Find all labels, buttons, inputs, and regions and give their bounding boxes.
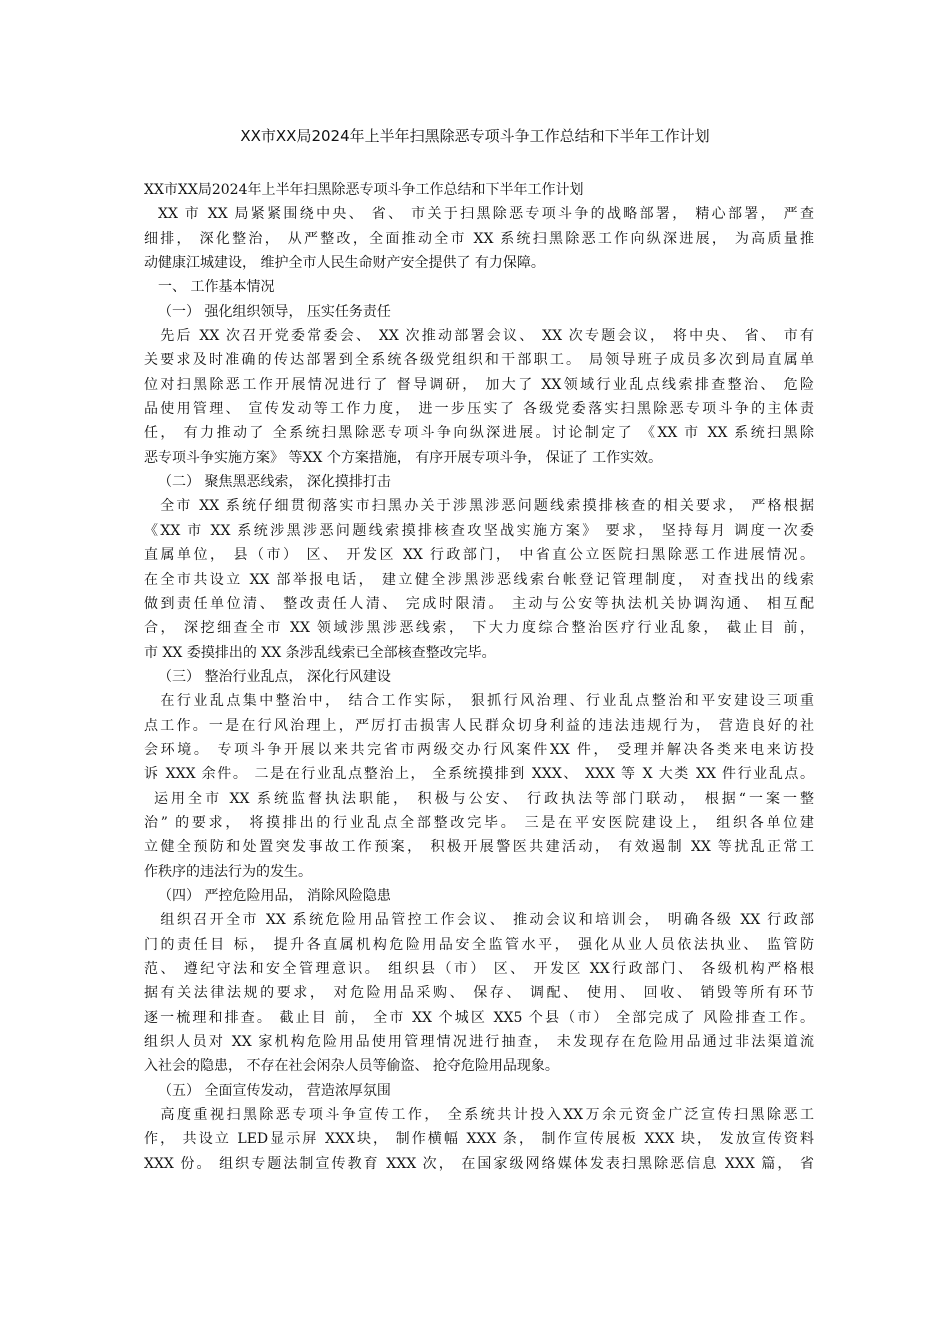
body-line: （五） 全面宣传发动， 营造浓厚氛围 xyxy=(158,1082,391,1099)
body-line: 入社会的隐患， 不存在社会闲杂人员等偷盗、 抢夺危险用品现象。 xyxy=(144,1058,559,1075)
body-line: 在行业乱点集中整治中， 结合工作实际， 狠抓行风治理、行业乱点整治和平安建设三项重 xyxy=(158,693,814,710)
body-line: 范、 遵纪守法和安全管理意识。 组织县（市） 区、 开发区 XX行政部门、 各级机构严格根 xyxy=(144,961,814,977)
body-line: 立健全预防和处置突发事故工作预案， 积极开展警医共建活动， 有效遏制 XX 等扰乱正常工 xyxy=(144,839,814,856)
body-line: 动健康江城建设， 维护全市人民生命财产安全提供了 有力保障。 xyxy=(144,255,545,272)
body-line: 关要求及时准确的传达部署到全系统各级党组织和干部职工。 局领导班子成员多次到局直属单 xyxy=(144,352,814,369)
body-line: 合， 深挖细查全市 XX 领域涉黑涉恶线索， 下大力度综合整治医疗行业乱象， 截止目 前， xyxy=(144,620,814,637)
body-line: 逐一梳理和排查。 截止目 前， 全市 XX 个城区 XX5 个县（市） 全部完成了 风险排查工作。 xyxy=(144,1009,814,1026)
body-line: 在全市共设立 XX 部举报电话， 建立健全涉黑涉恶线索台帐登记管理制度， 对查找出的线索 xyxy=(144,571,814,588)
body-line: 作秩序的违法行为的发生。 xyxy=(144,863,312,880)
body-line: 《XX 市 XX 系统涉黑涉恶问题线索摸排核查攻坚战实施方案》 要求， 坚持每月 调度一次委 xyxy=(144,522,814,539)
body-line: 直属单位， 县（市） 区、 开发区 XX 行政部门， 中省直公立医院扫黑除恶工作进展情况。 xyxy=(144,547,814,564)
body-line: 品使用管理、 宣传发动等工作力度， 进一步压实了 各级党委落实扫黑除恶专项斗争的主体责 xyxy=(144,401,814,418)
body-line: 先后 XX 次召开党委常委会、 XX 次推动部署会议、 XX 次专题会议， 将中央、 省、 市有 xyxy=(158,328,814,345)
body-line: （四） 严控危险用品， 消除风险隐患 xyxy=(158,887,391,904)
body-line: 点工作。一是在行风治理上，严厉打击损害人民群众切身利益的违法违规行为， 营造良好的社 xyxy=(144,717,814,734)
body-line: 高度重视扫黑除恶专项斗争宣传工作， 全系统共计投入XX万余元资金广泛宣传扫黑除恶工 xyxy=(158,1107,814,1124)
body-line: 组织人员对 XX 家机构危险用品使用管理情况进行抽查， 未发现存在危险用品通过非法渠道流 xyxy=(144,1034,814,1051)
body-line: 位对扫黑除恶工作开展情况进行了 督导调研， 加大了 XX领域行业乱点线索排查整治、 危险 xyxy=(144,376,814,393)
body-line: XX市XX局2024年上半年扫黑除恶专项斗争工作总结和下半年工作计划 xyxy=(144,182,584,198)
body-line: 据有关法律法规的要求， 对危险用品采购、 保存、 调配、 使用、 回收、 销毁等所有环节 xyxy=(144,985,814,1002)
document-body xyxy=(144,178,814,1176)
body-line: 作， 共设立 LED显示屏 XXX块， 制作横幅 XXX 条， 制作宣传展板 XXX 块， 发放宣传资料 xyxy=(144,1131,814,1148)
body-line: 会环境。 专项斗争开展以来共完省市两级交办行风案件XX 件， 受理并解决各类来电来访投 xyxy=(144,741,814,758)
body-line: XXX 份。 组织专题法制宣传教育 XXX 次， 在国家级网络媒体发表扫黑除恶信息 XXX 篇， 省 xyxy=(144,1155,814,1172)
body-line: （二） 聚焦黑恶线索， 深化摸排打击 xyxy=(158,474,391,491)
body-line: 细排， 深化整治， 从严整改，全面推动全市 XX 系统扫黑除恶工作向纵深进展， 为高质量推 xyxy=(144,230,814,247)
body-line: 市 XX 委摸排出的 XX 条涉乱线索已全部核查整改完毕。 xyxy=(144,644,496,661)
body-line: 任， 有力推动了 全系统扫黑除恶专项斗争向纵深进展。讨论制定了 《XX 市 XX 系统扫黑除 xyxy=(144,425,814,442)
body-line: 恶专项斗争实施方案》 等XX 个方案措施， 有序开展专项斗争， 保证了 工作实效。 xyxy=(144,449,663,466)
body-line: （一） 强化组织领导， 压实任务责任 xyxy=(158,303,391,320)
body-line: 组织召开全市 XX 系统危险用品管控工作会议、 推动会议和培训会， 明确各级 XX 行政部 xyxy=(158,912,814,929)
body-line: 做到责任单位清、 整改责任人清、 完成时限清。 主动与公安等执法机关协调沟通、 相互配 xyxy=(144,595,814,612)
body-line: 运用全市 XX 系统监督执法职能， 积极与公安、 行政执法等部门联动， 根据“一案一整 xyxy=(151,790,814,807)
document-title: XX市XX局2024年上半年扫黑除恶专项斗争工作总结和下半年工作计划 xyxy=(240,127,710,145)
body-line: 门的责任目 标， 提升各直属机构危险用品安全监管水平， 强化从业人员依法执业、 监管防 xyxy=(144,936,814,953)
body-line: 治” 的要求， 将摸排出的行业乱点全部整改完毕。 三是在平安医院建设上， 组织各单位建 xyxy=(144,814,814,831)
body-line: 全市 XX 系统仔细贯彻落实市扫黑办关于涉黑涉恶问题线索摸排核查的相关要求， 严格根据 xyxy=(158,498,814,515)
body-line: XX 市 XX 局紧紧围绕中央、 省、 市关于扫黑除恶专项斗争的战略部署， 精心部署， 严查 xyxy=(158,206,814,223)
body-line: 一、 工作基本情况 xyxy=(158,279,275,296)
body-line: 诉 XXX 余件。 二是在行业乱点整治上， 全系统摸排到 XXX、 XXX 等 X 大类 XX 件行业乱点。 xyxy=(144,766,814,783)
body-line: （三） 整治行业乱点， 深化行风建设 xyxy=(158,668,391,685)
